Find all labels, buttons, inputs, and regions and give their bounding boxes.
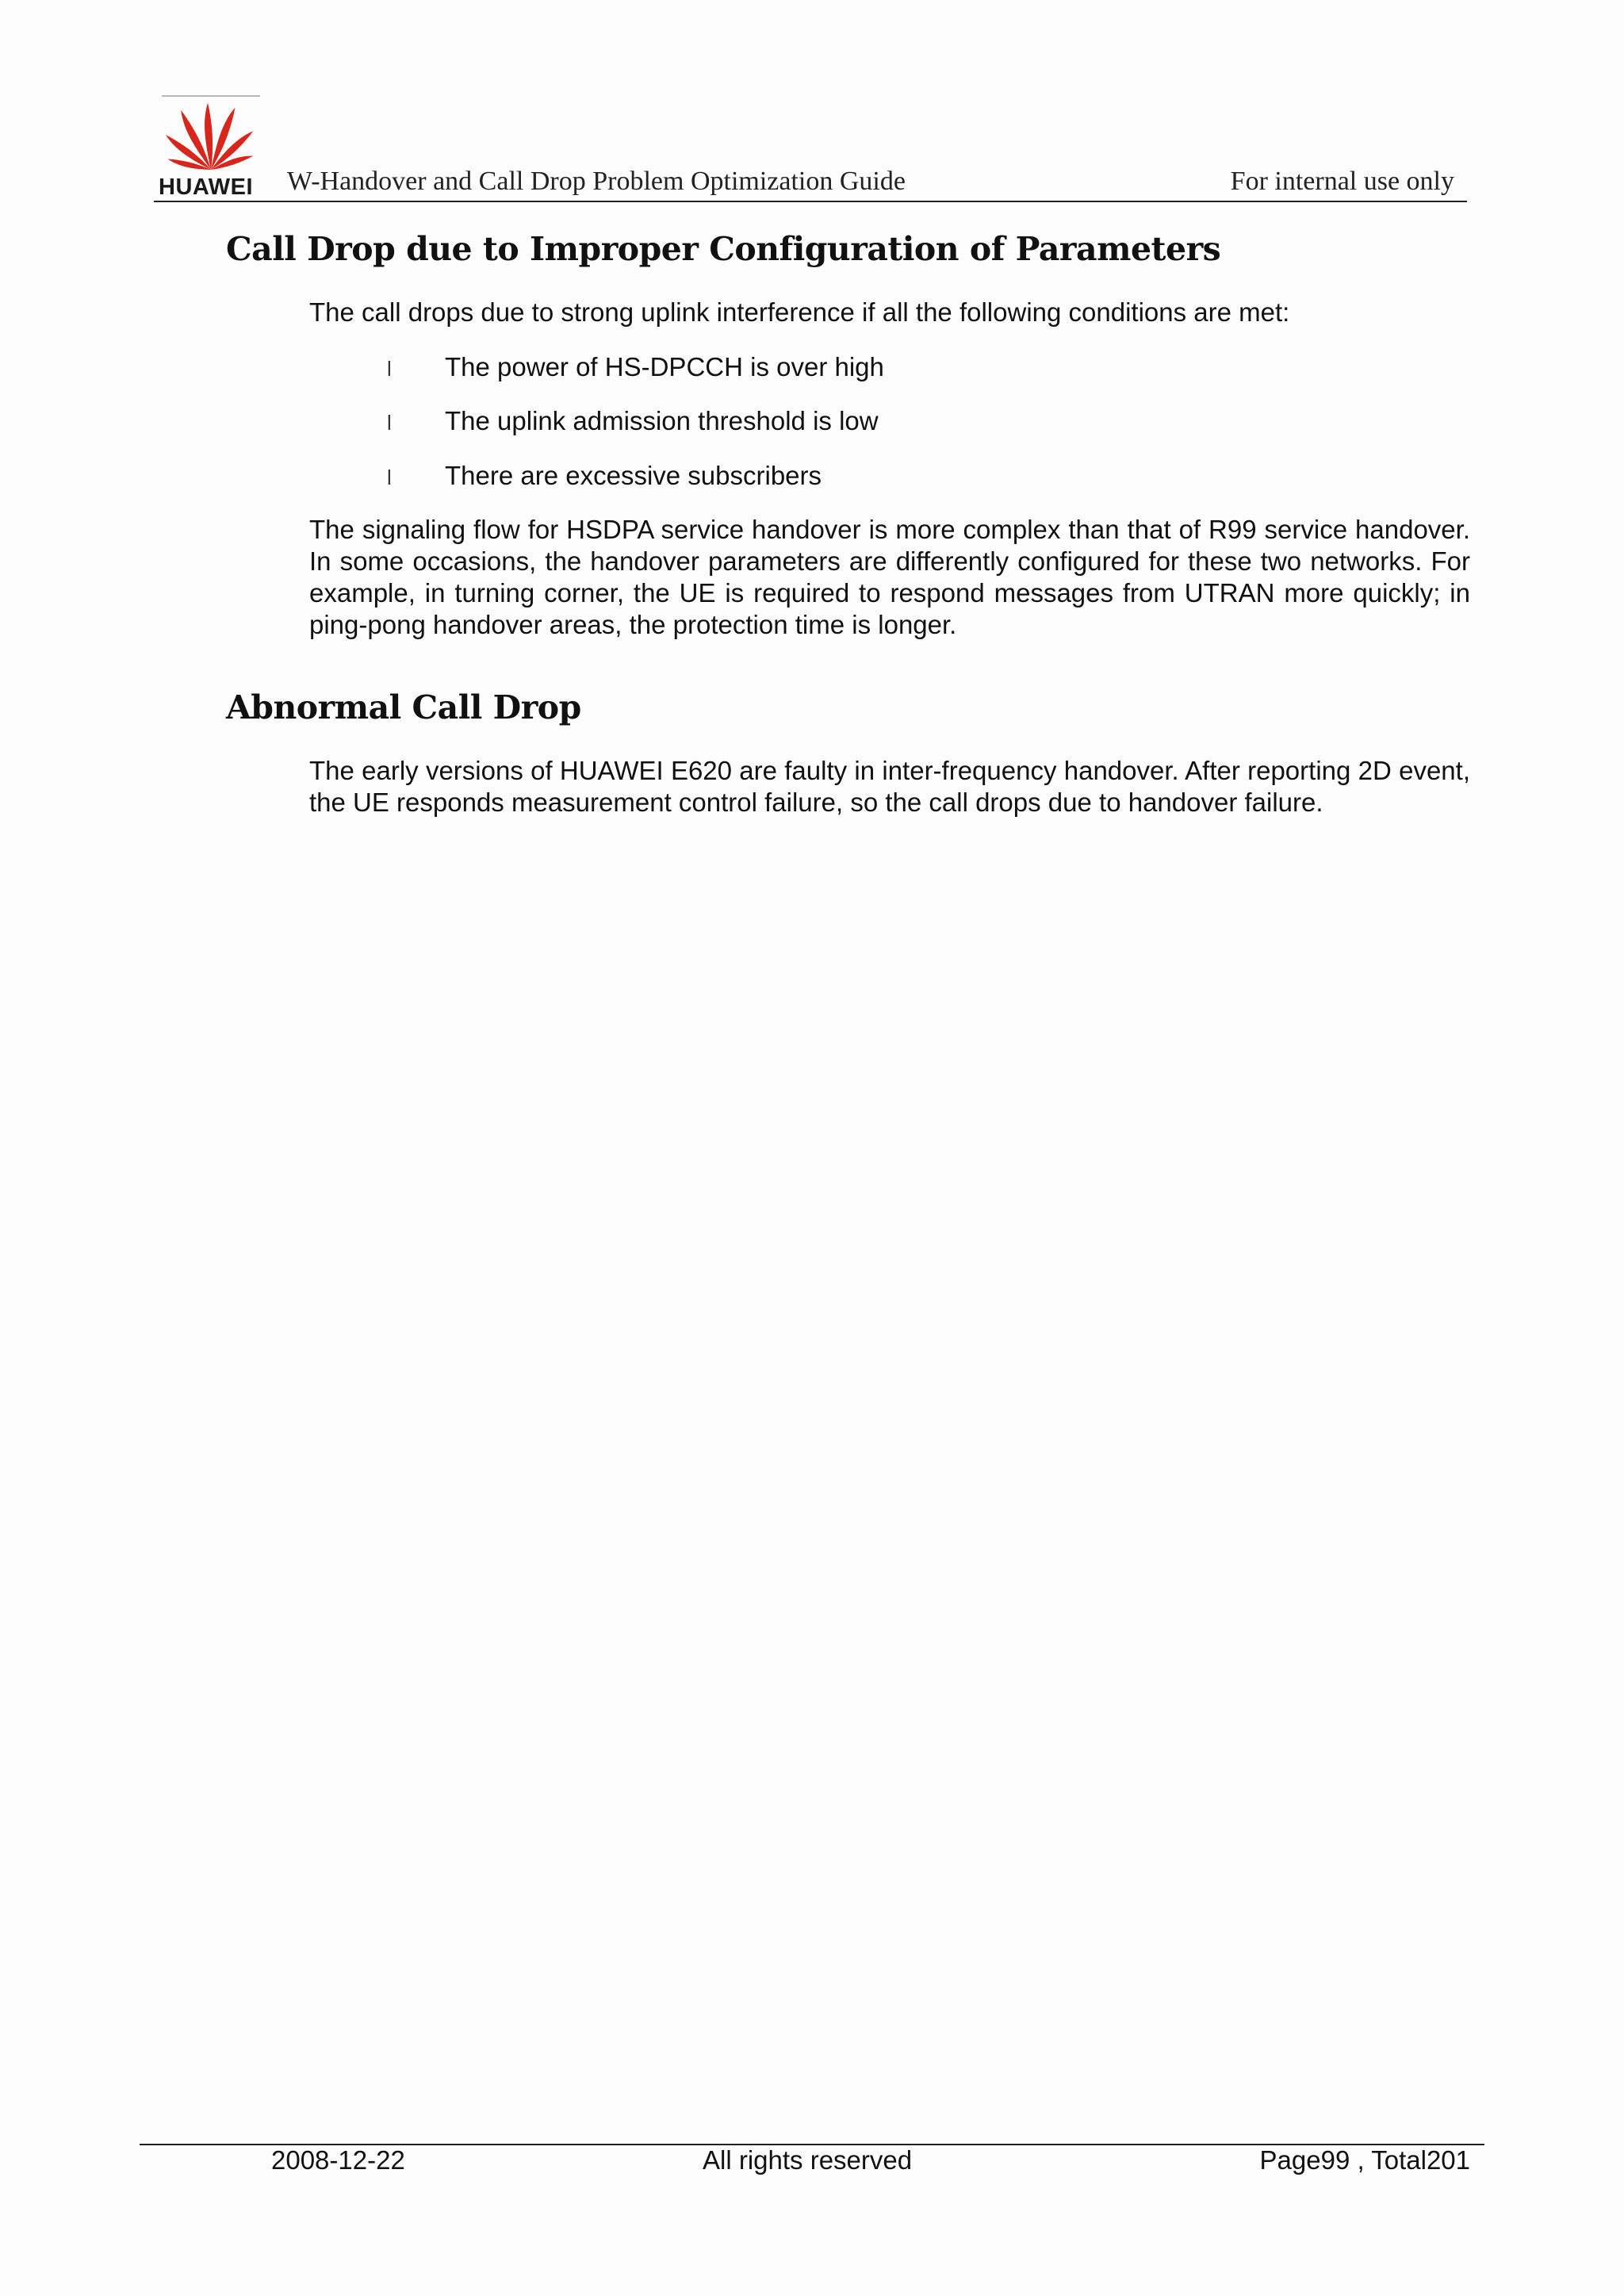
abnormal-paragraph: The early versions of HUAWEI E620 are faulty in inter-frequency handover. After reporting 2D event, the UE responds measurement control failure, so the call drops due to handover failure. [309, 756, 1470, 817]
bullet-item: There are excessive subscribers [445, 461, 822, 490]
signaling-paragraph: The signaling flow for HSDPA service handover is more complex than that of R99 service handover. In some occasions, the handover parameters are differently configured for these two networks. For example, in turning corner, the UE is required to respond messages from UTRAN more quickly; in ping-pong handover areas, the protection time is longer. [309, 515, 1470, 639]
footer-date: 2008-12-22 [271, 2145, 405, 2175]
bullet-marker: l [387, 411, 392, 435]
bullet-item: The power of HS-DPCCH is over high [445, 352, 884, 381]
footer-page-number: Page99 , Total201 [1259, 2145, 1470, 2175]
section-heading-parameters: Call Drop due to Improper Configuration of Parameters [226, 230, 1221, 268]
intro-paragraph: The call drops due to strong uplink interference if all the following conditions are met: [309, 297, 1290, 327]
bullet-marker: l [387, 466, 392, 489]
header-doc-title: W-Handover and Call Drop Problem Optimization Guide [287, 167, 906, 196]
header-classification: For internal use only [1230, 167, 1454, 196]
bullet-item: The uplink admission threshold is low [445, 406, 879, 435]
bullet-marker: l [387, 357, 392, 381]
section-heading-abnormal: Abnormal Call Drop [226, 688, 581, 726]
logo-wordmark: HUAWEI [159, 174, 253, 200]
header-divider [154, 201, 1467, 202]
footer-rights: All rights reserved [703, 2145, 913, 2175]
